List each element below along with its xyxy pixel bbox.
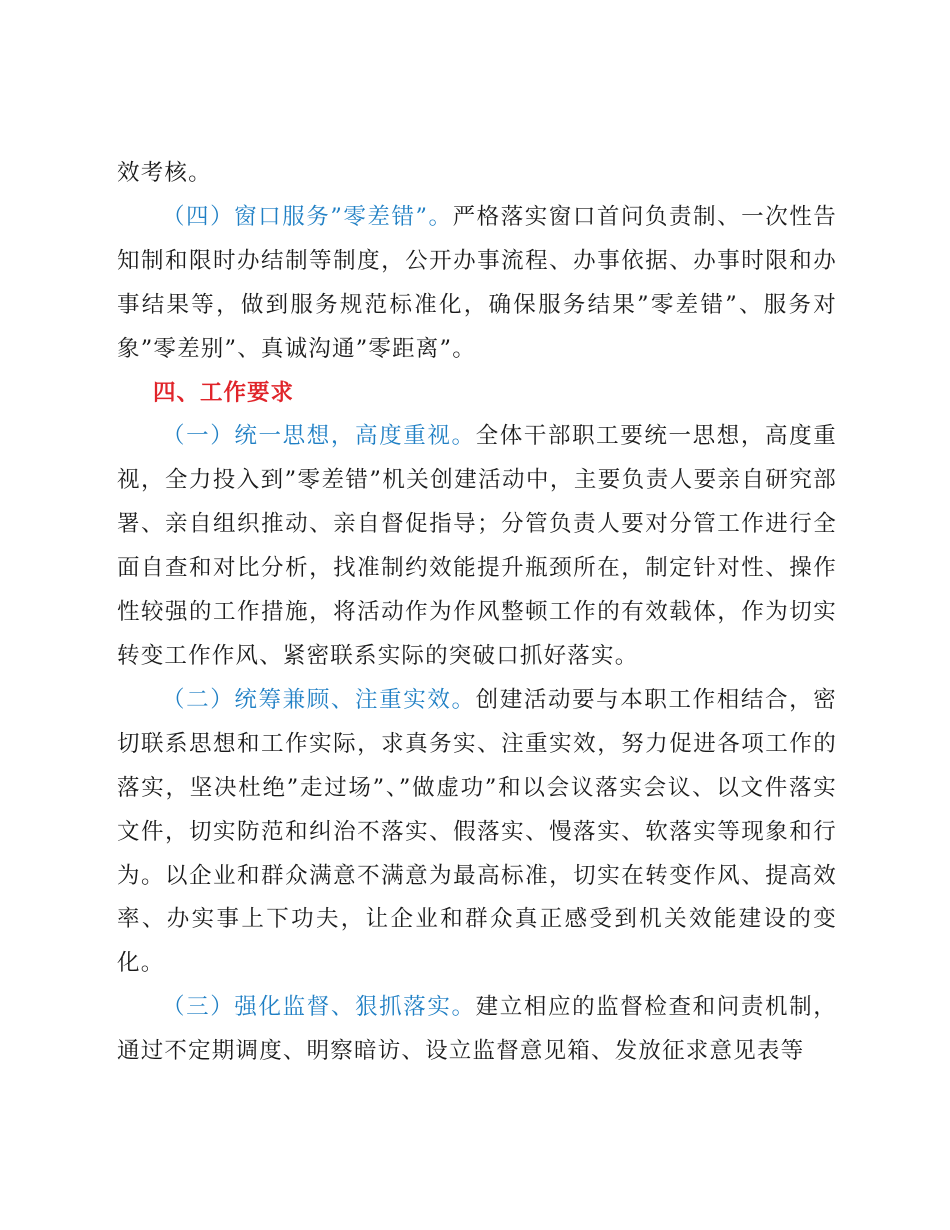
subheading-unify-thinking: （一）统一思想，高度重视。 — [162, 423, 476, 450]
paragraph-unify-thinking — [117, 415, 837, 678]
paragraph-text: 创建活动要与本职工作相结合，密切联系思想和工作实际，求真务实、注重实效，努力促进各项工作的落实，坚决杜绝”走过场”、”做虚功”和以会议落实会议、以文件落实文件，切实防范和纠治不落实、假落实、慢落实、软落实等现象和行为。以企业和群众满意不满意为最高标准，切实在转变作风、提高效率、办实事上下功夫，让企业和群众真正感受到机关效能建设的变化。 — [117, 686, 837, 977]
paragraph-text: 效考核。 — [117, 160, 212, 186]
paragraph-supervision — [117, 986, 837, 1074]
paragraph-text: 全体干部职工要统一思想，高度重视，全力投入到”零差错”机关创建活动中，主要负责人要亲自研究部署、亲自组织推动、亲自督促指导；分管负责人要对分管工作进行全面自查和对比分析，找准制约效能提升瓶颈所在，制定针对性、操作性较强的工作措施，将活动作为作风整顿工作的有效载体，作为切实转变工作作风、紧密联系实际的突破口抓好落实。 — [117, 423, 837, 669]
section-title-work-requirements: 四、工作要求 — [153, 379, 295, 406]
paragraph-window-service — [117, 196, 837, 372]
subheading-overall-planning: （二）统筹兼顾、注重实效。 — [162, 686, 476, 713]
paragraph-overall-planning — [117, 679, 837, 986]
subheading-supervision: （三）强化监督、狠抓落实。 — [162, 994, 476, 1021]
paragraph-text: 建立相应的监督检查和问责机制，通过不定期调度、明察暗访、设立监督意见箱、发放征求意见表等 — [117, 994, 837, 1065]
paragraph-text: 严格落实窗口首问负责制、一次性告知制和限时办结制等制度，公开办事流程、办事依据、办事时限和办事结果等，做到服务规范标准化，确保服务结果”零差错”、服务对象”零差别”、真诚沟通”零距离”。 — [117, 203, 837, 362]
subheading-window-service: （四）窗口服务”零差错”。 — [162, 203, 453, 230]
document-body — [117, 152, 837, 1074]
paragraph-continuation — [117, 152, 837, 196]
